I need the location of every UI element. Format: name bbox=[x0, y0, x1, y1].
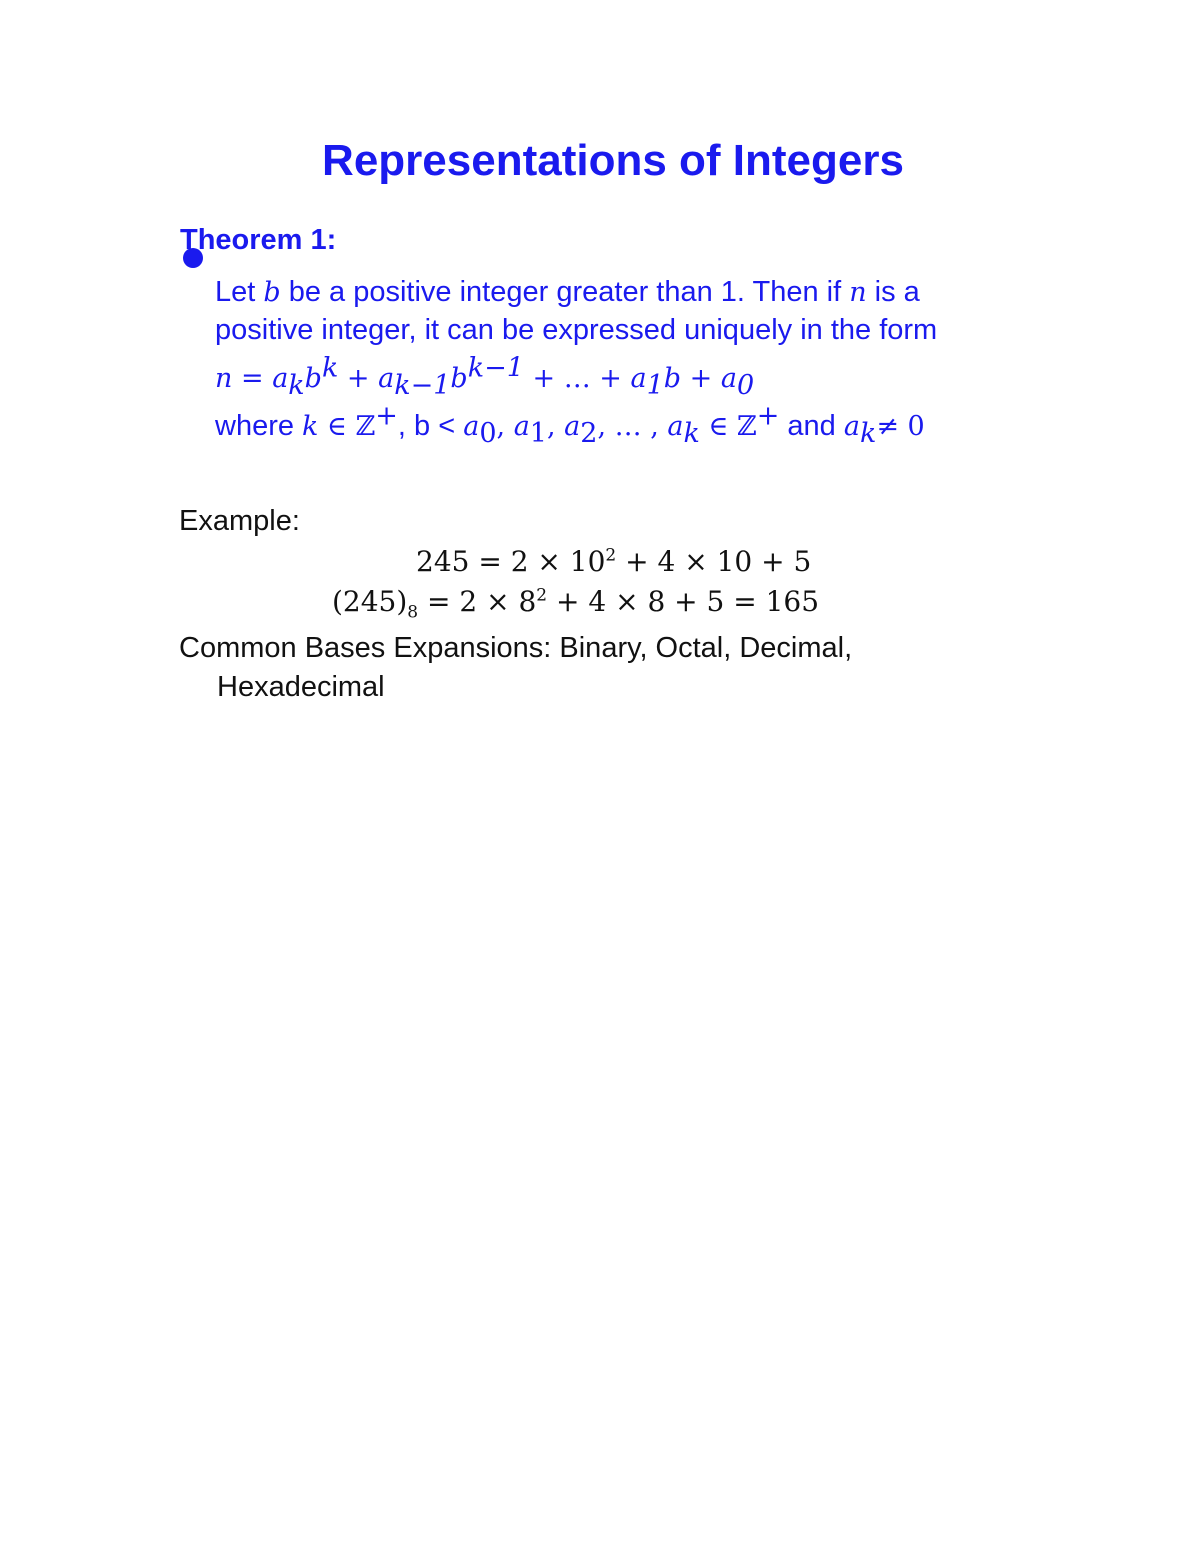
theorem-text: Let bbox=[215, 276, 264, 308]
equation-text: (245) bbox=[332, 585, 408, 618]
example-equation-2 bbox=[332, 585, 820, 623]
math-superscript: + bbox=[756, 400, 780, 432]
math-subscript: 1 bbox=[529, 417, 547, 449]
math-symbol: n bbox=[215, 363, 233, 394]
math-symbol: a bbox=[564, 411, 581, 442]
math-subscript: k bbox=[859, 417, 877, 449]
math-symbol: + bbox=[338, 363, 379, 394]
theorem-text: , b < bbox=[397, 410, 464, 442]
theorem-heading: Theorem 1: bbox=[180, 224, 337, 256]
common-bases-line-1: Common Bases Expansions: Binary, Octal, Decimal, bbox=[179, 632, 853, 664]
theorem-where-line bbox=[215, 400, 925, 449]
math-symbol: b bbox=[304, 363, 322, 394]
math-subscript: k bbox=[288, 369, 305, 401]
theorem-text: where bbox=[215, 410, 303, 442]
equation-text: = 2 × 8 bbox=[418, 585, 537, 618]
math-subscript: 0 bbox=[737, 369, 755, 401]
example-label: Example: bbox=[179, 505, 300, 537]
example-equation-1 bbox=[416, 545, 811, 578]
math-superscript: k bbox=[321, 352, 339, 384]
math-superscript: 2 bbox=[536, 585, 548, 606]
equation-text: 245 = 2 × 10 bbox=[416, 545, 606, 578]
math-symbol: = bbox=[232, 363, 273, 394]
math-symbol: , … , bbox=[597, 411, 668, 442]
theorem-text: and bbox=[779, 410, 844, 442]
math-symbol: a bbox=[843, 411, 860, 442]
math-symbol: a bbox=[630, 363, 647, 394]
math-symbol: b bbox=[663, 363, 682, 394]
theorem-line-2: positive integer, it can be expressed uniquely in the form bbox=[215, 314, 938, 346]
theorem-line-1 bbox=[215, 276, 920, 309]
math-symbol: , bbox=[496, 411, 514, 442]
math-symbol: a bbox=[463, 411, 480, 442]
theorem-formula bbox=[215, 352, 755, 401]
math-symbol: ≠ 0 bbox=[876, 411, 925, 442]
math-subscript: k−1 bbox=[394, 369, 451, 401]
math-symbol: k bbox=[302, 411, 319, 442]
math-subscript: 1 bbox=[646, 369, 664, 401]
math-symbol: a bbox=[667, 411, 684, 442]
math-subscript: 2 bbox=[580, 417, 598, 449]
equation-text: + 4 × 8 + 5 = 165 bbox=[547, 585, 820, 618]
theorem-text: be a positive integer greater than 1. Then if bbox=[280, 276, 850, 308]
math-subscript: 0 bbox=[479, 417, 497, 449]
theorem-text: is a bbox=[866, 276, 920, 308]
math-superscript: + bbox=[375, 400, 398, 432]
math-symbol: a bbox=[378, 363, 395, 394]
math-superscript: k−1 bbox=[467, 352, 524, 384]
math-variable: n bbox=[849, 277, 867, 308]
math-superscript: 2 bbox=[605, 545, 617, 566]
math-subscript: 8 bbox=[407, 602, 419, 623]
math-symbol: ∈ ℤ bbox=[318, 411, 376, 442]
math-symbol: b bbox=[450, 363, 468, 394]
math-symbol: , bbox=[546, 411, 565, 442]
equation-text: + 4 × 10 + 5 bbox=[616, 545, 812, 578]
math-subscript: k bbox=[683, 417, 700, 449]
page-title: Representations of Integers bbox=[322, 136, 904, 185]
math-symbol: … bbox=[563, 363, 600, 394]
math-symbol: ∈ ℤ bbox=[699, 411, 757, 442]
math-symbol: + bbox=[523, 363, 564, 394]
math-symbol: a bbox=[513, 411, 530, 442]
math-symbol: a bbox=[272, 363, 289, 394]
math-symbol: + bbox=[681, 363, 721, 394]
common-bases-line-2: Hexadecimal bbox=[217, 671, 385, 703]
math-symbol: a bbox=[720, 363, 737, 394]
math-symbol: + bbox=[599, 363, 631, 394]
math-variable: b bbox=[263, 277, 281, 308]
